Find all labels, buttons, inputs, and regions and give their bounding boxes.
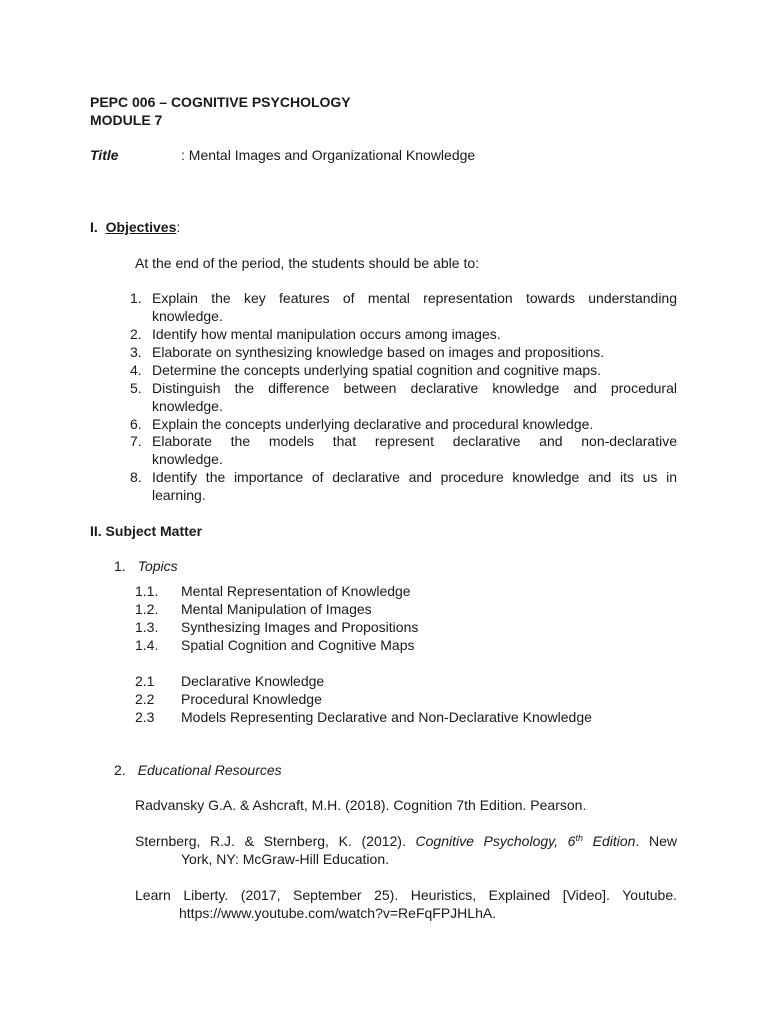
objective-number: 3. [130,344,142,360]
topic-number: 1.4. [135,637,159,653]
objective-number: 4. [130,362,142,378]
objective-item: Elaborate on synthesizing knowledge based on images and propositions. [152,344,605,360]
title-label: Title [90,147,119,163]
objective-number: 8. [130,469,142,485]
reference-sternberg-title-sup: th [575,833,583,843]
objective-item: Elaborate the models that represent declarative and non-declarative [152,433,677,449]
topic-number: 1.3. [135,619,159,635]
objectives-numeral: I. [90,219,98,235]
objective-item: Explain the concepts underlying declarative and procedural knowledge. [152,416,594,432]
topic-item: Declarative Knowledge [181,673,325,689]
objective-item: Distinguish the difference between declarative knowledge and procedural [152,380,677,396]
topic-item: Mental Representation of Knowledge [181,583,411,599]
resources-label: Educational Resources [137,762,282,778]
reference-sternberg-title-edition: Edition [582,833,636,849]
objective-number: 7. [130,433,142,449]
objective-number: 5. [130,380,142,396]
module-number: MODULE 7 [90,112,163,128]
objective-item: Determine the concepts underlying spatial cognition and cognitive maps. [152,362,602,378]
course-title: PEPC 006 – COGNITIVE PSYCHOLOGY [90,94,351,110]
topics-label: Topics [137,558,178,574]
objective-item: Explain the key features of mental representation towards understanding [152,290,677,306]
objective-item: Identify how mental manipulation occurs among images. [152,326,501,342]
objectives-heading-text: Objectives [105,219,177,235]
reference-learn-liberty-url: https://www.youtube.com/watch?v=ReFqFPJHLhA. [179,905,497,921]
topic-number: 1.2. [135,601,159,617]
topic-number: 1.1. [135,583,159,599]
resources-number: 2. [114,762,126,778]
objective-item: Identify the importance of declarative and procedure knowledge and its us in [152,469,677,485]
objective-item-continuation: knowledge. [152,308,223,324]
objective-item-continuation: knowledge. [152,451,223,467]
reference-sternberg-authors: Sternberg, R.J. & Sternberg, K. (2012). [135,833,406,849]
reference-sternberg-publisher: York, NY: McGraw-Hill Education. [181,851,389,867]
subject-matter-heading: II. Subject Matter [90,523,203,539]
topics-heading [114,557,178,575]
objectives-colon: : [176,219,181,235]
topic-item: Synthesizing Images and Propositions [181,619,419,635]
objectives-heading [90,218,180,236]
topic-number: 2.3 [135,709,155,725]
topic-item: Mental Manipulation of Images [181,601,372,617]
topic-item: Models Representing Declarative and Non-Declarative Knowledge [181,709,592,725]
objective-number: 1. [130,290,142,306]
title-value: : Mental Images and Organizational Knowledge [181,147,476,163]
topic-item: Spatial Cognition and Cognitive Maps [181,637,415,653]
resources-heading [114,761,282,779]
reference-sternberg-title-text: Cognitive Psychology, 6 [415,833,576,849]
topics-number: 1. [114,558,126,574]
reference-radvansky: Radvansky G.A. & Ashcraft, M.H. (2018). Cognition 7th Edition. Pearson. [135,797,587,813]
reference-learn-liberty: Learn Liberty. (2017, September 25). Heuristics, Explained [Video]. Youtube. [135,887,677,903]
objectives-intro: At the end of the period, the students should be able to: [135,255,480,271]
topic-number: 2.2 [135,691,155,707]
topic-item: Procedural Knowledge [181,691,322,707]
objective-item-continuation: knowledge. [152,398,223,414]
reference-sternberg-title [416,833,636,849]
reference-sternberg [135,832,677,850]
objective-number: 2. [130,326,142,342]
reference-sternberg-after: . New [635,833,677,849]
objective-item-continuation: learning. [152,487,206,503]
objective-number: 6. [130,416,142,432]
topic-number: 2.1 [135,673,155,689]
